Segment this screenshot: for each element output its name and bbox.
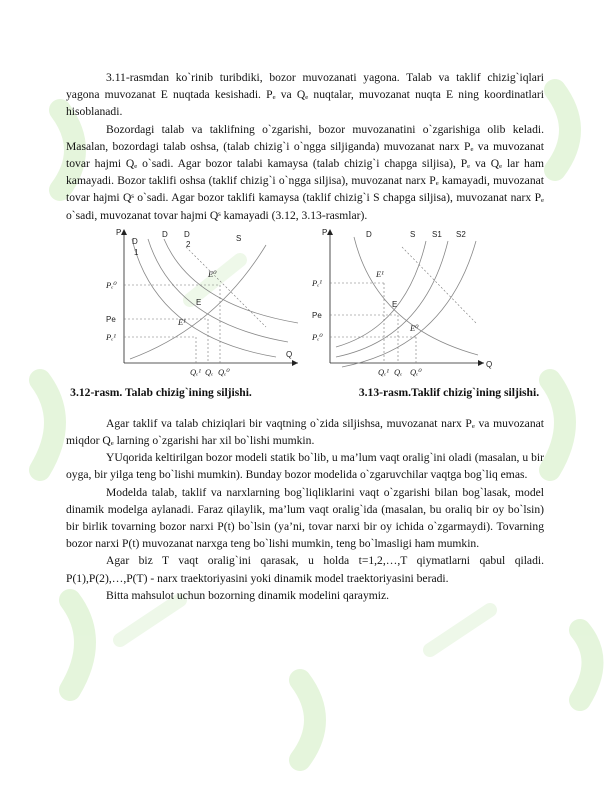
curve-label-d: D	[162, 229, 168, 239]
curve-label-d1: D	[132, 236, 138, 246]
paragraph: Agar taklif va talab chiziqlari bir vaqtning o`zida siljishsa, muvozanat narx Pₑ va muvozanat miqdor Qₑ larning o`zgarishi har xil bo`lishi mumkin.	[66, 416, 544, 448]
point-label-e0: E⁰	[410, 322, 419, 333]
demand-curve-d2	[164, 239, 298, 323]
supply-shift-diagram	[306, 227, 544, 387]
price-label-pe0: Pₑ⁰	[106, 279, 117, 290]
point-label-e0: E⁰	[208, 268, 217, 279]
point-label-e: E	[196, 297, 202, 307]
point-label-e: E	[392, 299, 398, 309]
curve-label-d2: D	[184, 229, 190, 239]
qty-label-qe0: Qₑ⁰	[218, 366, 230, 377]
curve-label-d1-sub: 1	[134, 247, 139, 257]
curve-label-s1: S1	[432, 229, 442, 239]
curve-label-s: S	[410, 229, 416, 239]
demand-curve-d	[148, 239, 288, 342]
price-label-pe0: Pₑ⁰	[312, 331, 323, 342]
curve-label-d: D	[366, 229, 372, 239]
qty-label-qe1: Qₑ¹	[378, 366, 389, 377]
y-axis-arrow	[327, 229, 333, 235]
x-axis-arrow	[478, 360, 484, 366]
paragraph: Modelda talab, taklif va narxlarning bog`liqliklarini vaqt o`zgarishi bilan bog`lasak, model dinamik modelga aylanadi. Faraz qilaylik, ma’lum vaqt oralig`ida (masalan, bu oraliq bir oy bo`lsin) bir birlik tovarning bozor narxi P(t) bo`lsin (ya’ni, tovar narxi bir oy ichida o`zgarmaydi). Tovarning bozor narxi P(t) muvozanat narxga teng bo`lishi mumkin, teng bo`lmasligi ham mumkin.	[66, 485, 544, 551]
y-axis-arrow	[121, 229, 127, 235]
x-axis-arrow	[292, 360, 298, 366]
point-label-e1: E¹	[178, 316, 186, 327]
document-body	[66, 69, 544, 604]
figure-caption: 3.12-rasm. Talab chizig`ining siljishi.	[70, 385, 252, 399]
demand-shift-diagram	[66, 227, 304, 387]
axis-label-q: Q	[286, 349, 293, 359]
paragraph: Bozordagi talab va taklifning o`zgarishi, bozor muvozanatini o`zgarishiga olib keladi. Masalan, bozordagi talab oshsa, (talab chizig`i o`ngga siljiganda) muvozanat narx Pₑ va muvozanat tovar hajmi Qₑ o`sadi. Agar bozor talabi kamaysa (talab chizig`i chapga siljisa), Pₑ va Qₑ lar ham kamayadi. Bozor taklifi oshsa (taklif chizig`i o`ngga siljisa), muvozanat narx Pₑ kamayadi, muvozanat tovar hajmi Qˢ o`sadi. Agar bozor taklifi kamaysa (taklif chizig`i S chapga siljisa), muvozanat narx Pₑ o`sadi, muvozanat tovar hajmi Qˢ kamayadi (3.12, 3.13-rasmlar).	[66, 122, 544, 222]
figure-caption: 3.13-rasm.Taklif chizig`ining siljishi.	[358, 385, 540, 399]
axis-label-p: P	[116, 227, 122, 237]
curve-label-s2: S2	[456, 229, 466, 239]
axis-label-p: P	[322, 227, 328, 237]
qty-label-qe0: Qₑ⁰	[410, 366, 422, 377]
figure-demand-shift	[66, 227, 304, 399]
supply-curve-s	[336, 241, 448, 357]
paragraph: 3.11-rasmdan ko`rinib turibdiki, bozor muvozanati yagona. Talab va taklif chizig`iqlari yagona muvozanat E nuqtada kesishadi. Pₑ va Qₑ nuqtalar, muvozanat nuqta E ning koordinatlari hisoblanadi.	[66, 71, 544, 119]
figures-row	[66, 227, 544, 415]
paragraph: YUqorida keltirilgan bozor modeli statik bo`lib, u ma’lum vaqt oralig`ini oladi (masalan, u bir oyga, bir yilga teng bo`lishi mumkin). Bunday bozor modelida o`zgaruvchilar vaqtga bog`liq emas.	[66, 451, 544, 482]
price-label-pe: Pe	[312, 310, 322, 320]
paragraph: Bitta mahsulot uchun bozorning dinamik modelini qaraymiz.	[106, 588, 390, 602]
demand-curve-d1	[132, 236, 276, 357]
paragraph: Agar biz T vaqt oralig`ini qarasak, u holda t=1,2,…,T qiymatlarni qabul qiladi. P(1),P(2),…,P(T) - narx traektoriyasini yoki dinamik model traektoriyasini beradi.	[66, 554, 544, 585]
price-label-pe: Pe	[106, 314, 116, 324]
price-label-pe1: Pₑ¹	[312, 277, 322, 288]
point-label-e1: E¹	[376, 268, 384, 279]
curve-label-d2-sub: 2	[186, 239, 191, 249]
qty-label-qe: Qₑ	[394, 366, 403, 377]
price-label-pe1: Pₑ¹	[106, 331, 116, 342]
qty-label-qe1: Qₑ¹	[190, 366, 201, 377]
curve-label-s: S	[236, 233, 242, 243]
axis-label-q: Q	[486, 359, 493, 369]
qty-label-qe: Qₑ	[205, 366, 214, 377]
figure-supply-shift	[306, 227, 544, 399]
